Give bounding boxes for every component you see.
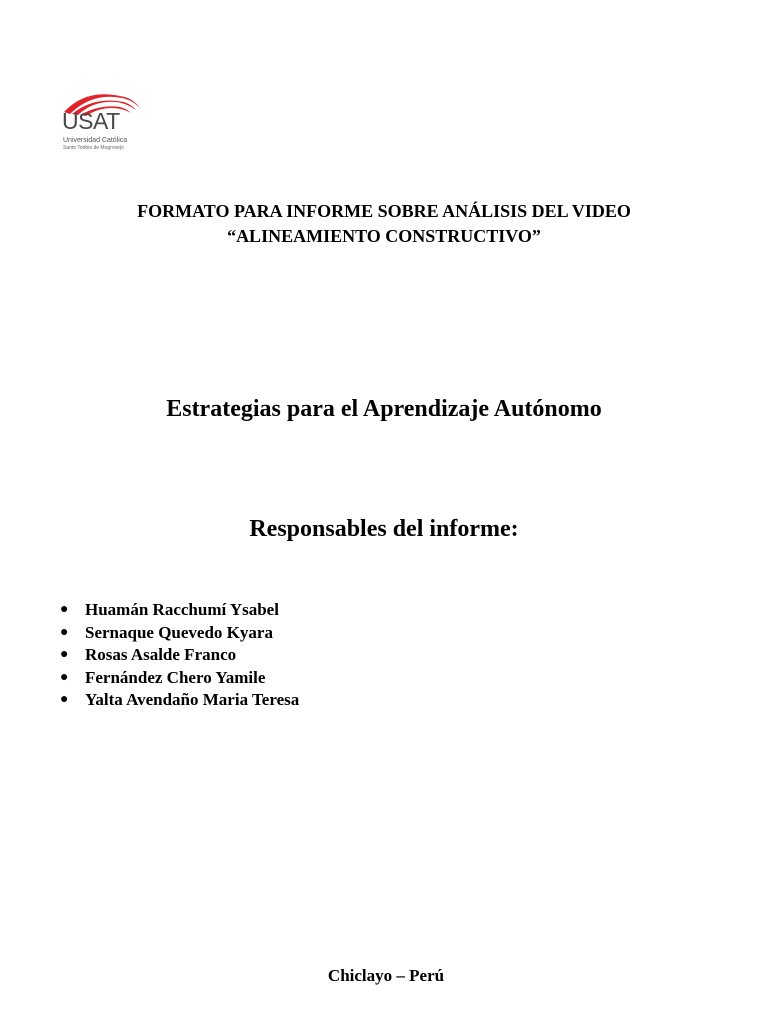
member-name: Rosas Asalde Franco <box>85 645 237 664</box>
bullet: ● <box>60 692 69 707</box>
bullet: ● <box>60 669 69 685</box>
bullet: ● <box>60 624 69 640</box>
member-name: Fernández Chero Yamile <box>85 667 266 687</box>
university-logo <box>62 88 144 158</box>
bullet: ● <box>60 647 69 662</box>
responsables-heading: Responsables del informe: <box>249 516 519 542</box>
course-title: Estrategias para el Aprendizaje Autónomo <box>166 396 602 422</box>
member-name: Sernaque Quevedo Kyara <box>85 622 273 642</box>
logo-acronym: USAT <box>62 108 120 134</box>
member-name: Huamán Racchumí Ysabel <box>85 600 279 619</box>
logo-university-name: Universidad Católica <box>63 137 128 144</box>
bullet: ● <box>60 602 69 617</box>
member-name: Yalta Avendaño Maria Teresa <box>85 690 300 709</box>
document-title-line-2: “ALINEAMIENTO CONSTRUCTIVO” <box>227 226 541 246</box>
place-footer: Chiclayo – Perú <box>327 966 445 985</box>
document-title-line-1: FORMATO PARA INFORME SOBRE ANÁLISIS DEL VIDEO <box>137 201 631 221</box>
logo-university-subname: Santo Toribio de Mogrovejo <box>63 145 124 151</box>
